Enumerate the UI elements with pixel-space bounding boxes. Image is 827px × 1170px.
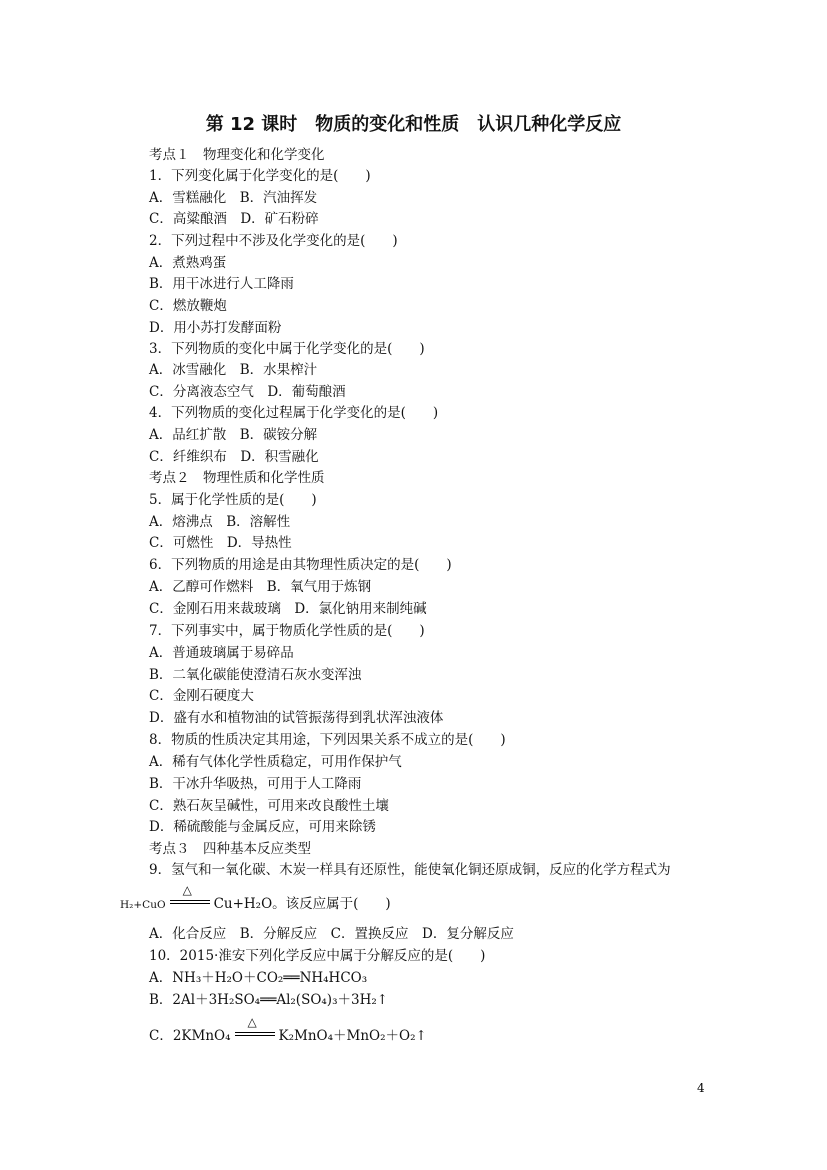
text-line: C．分离液态空气 D．葡萄酿酒	[149, 384, 346, 400]
q9-rhs: Cu+H₂O。该反应属于( )	[213, 896, 391, 912]
text-line: B．干冰升华吸热，可用于人工降雨	[149, 776, 362, 792]
text-line: 8．物质的性质决定其用途，下列因果关系不成立的是( )	[149, 732, 506, 748]
page-number: 4	[697, 1081, 705, 1095]
q10-option-b: B．2Al＋3H₂SO₄══Al₂(SO₄)₃＋3H₂↑	[149, 992, 389, 1008]
text-line: 2．下列过程中不涉及化学变化的是( )	[149, 233, 398, 249]
q9-options: A．化合反应 B．分解反应 C．置换反应 D．复分解反应	[149, 926, 514, 942]
text-line: B．用干冰进行人工降雨	[149, 276, 294, 292]
q10-option-a: A．NH₃＋H₂O＋CO₂══NH₄HCO₃	[149, 970, 368, 986]
text-line: D．盛有水和植物油的试管振荡得到乳状浑浊液体	[149, 710, 444, 726]
text-line: C．熟石灰呈碱性，可用来改良酸性土壤	[149, 798, 389, 814]
text-line: C．燃放鞭炮	[149, 298, 227, 314]
text-line: A．熔沸点 B．溶解性	[149, 514, 291, 530]
q10-option-c-lhs: C．2KMnO₄	[149, 1028, 231, 1044]
text-line: C．金刚石硬度大	[149, 688, 254, 704]
text-line: C．金刚石用来裁玻璃 D．氯化钠用来制纯碱	[149, 601, 427, 617]
q10-option-c	[149, 1015, 427, 1044]
text-line: A．冰雪融化 B．水果榨汁	[149, 362, 318, 378]
heat-condition-sign: △	[170, 894, 210, 910]
text-line: 考点２ 物理性质和化学性质	[149, 470, 325, 486]
text-line: 考点３ 四种基本反应类型	[149, 841, 311, 857]
text-line: A．稀有气体化学性质稳定，可用作保护气	[149, 754, 402, 770]
q9-lhs: H₂+CuO	[120, 899, 166, 911]
text-line: C．纤维织布 D．积雪融化	[149, 449, 319, 465]
text-line: 3．下列物质的变化中属于化学变化的是( )	[149, 341, 425, 357]
q9-equation	[120, 883, 391, 913]
text-line: 9．氢气和一氧化碳、木炭一样具有还原性，能使氧化铜还原成铜，反应的化学方程式为	[149, 862, 671, 878]
text-line: 4．下列物质的变化过程属于化学变化的是( )	[149, 405, 439, 421]
text-line: C．高粱酿酒 D．矿石粉碎	[149, 211, 319, 227]
text-line: D．稀硫酸能与金属反应，可用来除锈	[149, 819, 376, 835]
q10-stem: 10．2015·淮安下列化学反应中属于分解反应的是( )	[149, 948, 486, 964]
page-title: 第 12 课时 物质的变化和性质 认识几种化学反应	[205, 114, 622, 135]
text-line: A．普通玻璃属于易碎品	[149, 645, 294, 661]
q10-option-c-rhs: K₂MnO₄＋MnO₂＋O₂↑	[278, 1028, 427, 1044]
text-line: C．可燃性 D．导热性	[149, 535, 292, 551]
text-line: 考点１ 物理变化和化学变化	[149, 147, 325, 163]
text-line: 5．属于化学性质的是( )	[149, 492, 317, 508]
text-line: A．乙醇可作燃料 B．氧气用于炼钢	[149, 579, 372, 595]
text-line: 1．下列变化属于化学变化的是( )	[149, 168, 371, 184]
text-line: D．用小苏打发酵面粉	[149, 320, 282, 336]
text-line: 7．下列事实中，属于物质化学性质的是( )	[149, 623, 425, 639]
text-line: 6．下列物质的用途是由其物理性质决定的是( )	[149, 557, 452, 573]
text-line: A．品红扩散 B．碳铵分解	[149, 427, 318, 443]
heat-condition-sign: △	[235, 1026, 275, 1042]
text-line: B．二氧化碳能使澄清石灰水变浑浊	[149, 667, 362, 683]
text-line: A．雪糕融化 B．汽油挥发	[149, 190, 318, 206]
text-line: A．煮熟鸡蛋	[149, 255, 227, 271]
